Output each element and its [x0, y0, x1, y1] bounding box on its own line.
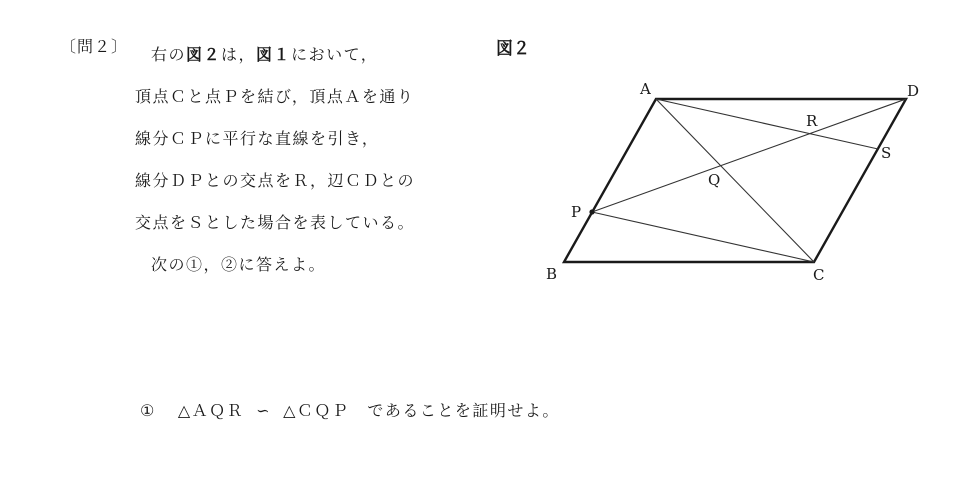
segment-pc: [592, 212, 814, 262]
triangle-cqp: △ＣＱＰ: [283, 401, 350, 420]
label-b: B: [546, 265, 558, 283]
proof-instruction: であることを証明せよ。: [367, 401, 560, 420]
statement-line-6: 次の①，②に答えよ。: [151, 255, 327, 274]
label-c: C: [813, 266, 825, 284]
segment-as: [656, 99, 878, 149]
triangle-aqr: △ＡＱＲ: [177, 401, 245, 420]
geometry-figure: [520, 60, 960, 300]
statement-line-4: 線分ＤＰとの交点をＲ，辺ＣＤとの: [135, 171, 416, 190]
label-r: R: [806, 112, 818, 130]
label-s: S: [881, 144, 892, 162]
figure-2-reference: 図２: [186, 45, 222, 64]
statement-line-3: 線分ＣＰに平行な直線を引き，: [135, 129, 380, 148]
statement-line-2: 頂点Ｃと点Ｐを結び，頂点Ａを通り: [135, 87, 415, 106]
label-p: P: [571, 203, 582, 221]
subquestion-1: [140, 398, 560, 421]
similar-symbol: ∽: [256, 401, 272, 420]
label-q: Q: [708, 171, 721, 189]
figure-1-reference: 図１: [256, 45, 292, 64]
figure-title: 図２: [496, 39, 530, 59]
label-d: D: [907, 82, 920, 100]
statement-line-1: 右の図２は，図１において，: [151, 45, 379, 64]
label-a: A: [640, 80, 651, 98]
statement-line-5: 交点をＳとした場合を表している。: [135, 213, 416, 232]
subquestion-number: ①: [140, 401, 156, 420]
problem-number: 〔問２〕: [60, 37, 129, 56]
problem-statement: [135, 34, 415, 286]
point-p-dot: [589, 209, 594, 214]
figure-svg: [520, 60, 960, 300]
